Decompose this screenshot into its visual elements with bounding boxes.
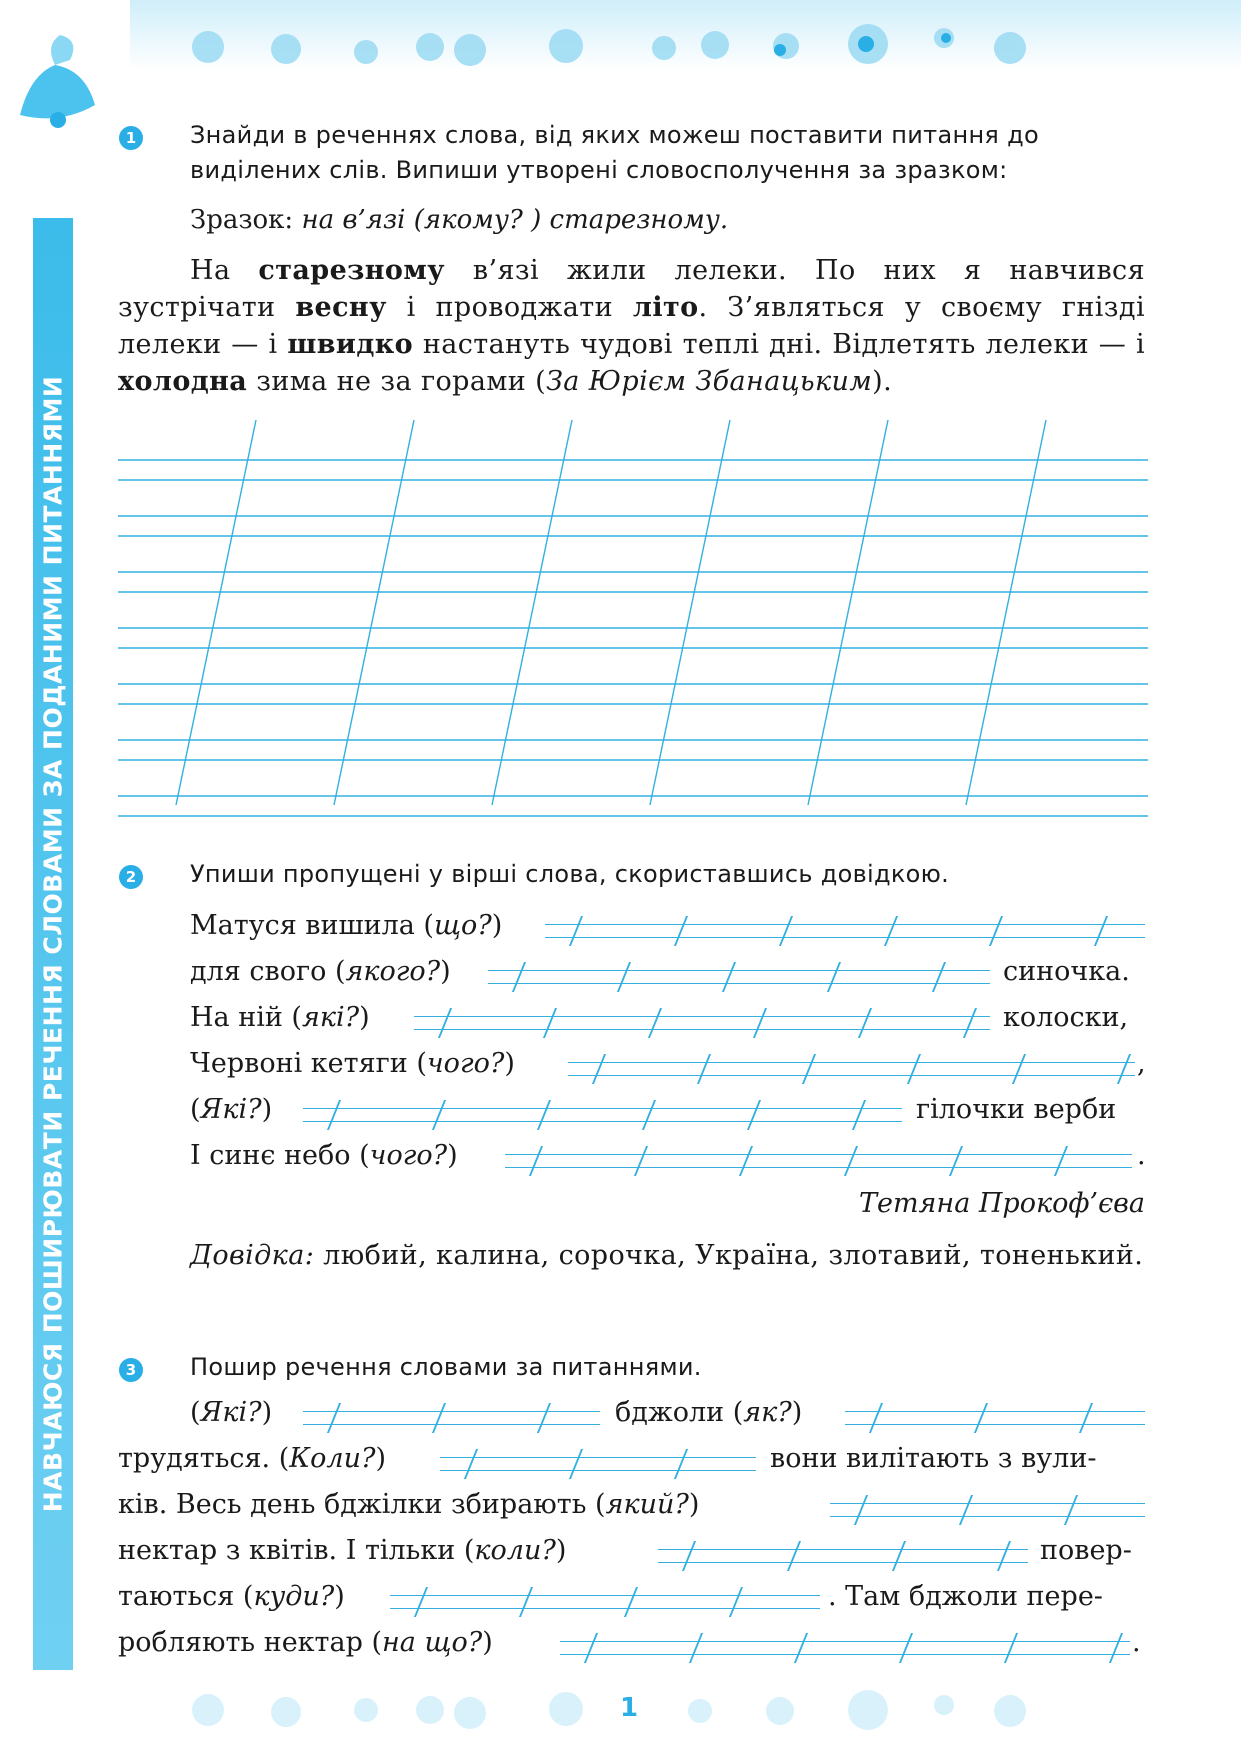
answer-blank[interactable]	[505, 1154, 1132, 1168]
task1-text: На старезному в’язі жили лелеки. По них я навчився зустрічати весну і проводжати літо. З’являться у своєму гнізді лелеки — і швидко настануть чудові теплі дні. Відлетять лелеки — і холодна зима не за горами (За Юрієм Збанацьким).	[118, 255, 1146, 397]
poem-line: для свого (якого?)	[190, 956, 451, 987]
poem-line: (Які?)	[190, 1094, 273, 1125]
answer-blank[interactable]	[440, 1457, 756, 1471]
task2-instruction: Упиши пропущені у вірші слова, скориставшись довідкою.	[190, 860, 950, 888]
task3-row5-end: . Там бджоли пере-	[828, 1581, 1103, 1612]
poem-line: Червоні кетяги (чого?)	[190, 1048, 515, 1079]
poem-line: На ній (які?)	[190, 1002, 370, 1033]
task1-instruction: Знайди в реченнях слова, від яких можеш поставити питання до виділених слів. Випиши утворені словосполучення за зразком:	[190, 121, 1039, 184]
poem-line-ending: колоски,	[1003, 1002, 1129, 1033]
answer-blank[interactable]	[303, 1411, 600, 1425]
poem-line-ending: ,	[1137, 1048, 1146, 1079]
answer-blank[interactable]	[830, 1503, 1145, 1517]
poem-line: І синє небо (чого?)	[190, 1140, 458, 1171]
answer-blank[interactable]	[414, 1016, 990, 1030]
handwriting-grid[interactable]	[118, 420, 1148, 820]
task3-row5-start: таються (куди?)	[118, 1581, 345, 1612]
task3-row6-start: робляють нектар (на що?)	[118, 1627, 493, 1658]
answer-blank[interactable]	[845, 1411, 1145, 1425]
sample-text: на в’язі (якому? ) старезному.	[301, 205, 729, 235]
bell-icon	[0, 20, 110, 150]
task1-sample	[190, 205, 728, 235]
task3-row2-end: вони вилітають з вули-	[770, 1443, 1097, 1474]
page-number: 1	[620, 1693, 639, 1723]
answer-blank[interactable]	[545, 924, 1145, 938]
sidebar-title: НАВЧАЮСЯ ПОШИРЮВАТИ РЕЧЕННЯ СЛОВАМИ ЗА ПОДАНИМИ ПИТАННЯМИ	[38, 375, 68, 1513]
top-flowers-decor	[0, 12, 1241, 72]
answer-blank[interactable]	[560, 1641, 1130, 1655]
poem-line-ending: синочка.	[1003, 956, 1130, 987]
answer-blank[interactable]	[390, 1595, 820, 1609]
answer-blank[interactable]	[568, 1062, 1135, 1076]
task3-row1-start: (Які?)	[190, 1397, 273, 1428]
answer-blank[interactable]	[658, 1549, 1028, 1563]
poem-line-ending: .	[1137, 1140, 1146, 1171]
poem-line-ending: гілочки верби	[916, 1094, 1117, 1125]
poem-line: Матуся вишила (що?)	[190, 910, 503, 941]
task3-row4-start: нектар з квітів. І тільки (коли?)	[118, 1535, 567, 1566]
answer-blank[interactable]	[488, 970, 990, 984]
task3-row3-start: ків. Весь день бджілки збирають (який?)	[118, 1489, 700, 1520]
task3-instruction: Пошир речення словами за питаннями.	[190, 1353, 702, 1381]
task-number-3: 3	[119, 1358, 143, 1382]
task-number-1: 1	[119, 126, 143, 150]
task3-row2-start: трудяться. (Коли?)	[118, 1443, 387, 1474]
poem-author: Тетяна Прокоф’єва	[858, 1188, 1145, 1219]
task3-row4-end: повер-	[1040, 1535, 1132, 1566]
task2-hint: Довідка: любий, калина, сорочка, Україна, злотавий, тоненький.	[190, 1240, 1144, 1271]
sample-label: Зразок:	[190, 205, 294, 235]
task-number-2: 2	[119, 865, 143, 889]
task3-row6-end: .	[1132, 1627, 1141, 1658]
task3-row1-mid: бджоли (як?)	[615, 1397, 803, 1428]
answer-blank[interactable]	[303, 1108, 902, 1122]
